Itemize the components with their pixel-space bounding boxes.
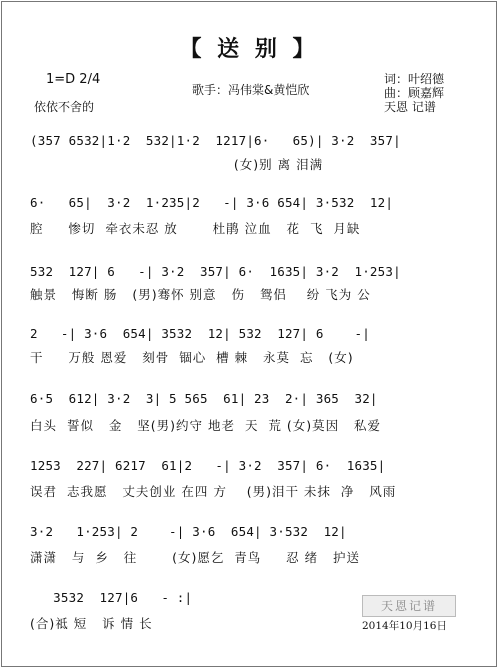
sheet-page	[1, 1, 497, 667]
lyric-row: 潇潇 与 乡 往 (女)愿乞 青鸟 忍 绪 护送	[30, 550, 361, 565]
transcriber-credit: 天恩 记谱	[384, 100, 436, 114]
lyric-row: (女)别 离 泪满	[30, 157, 324, 172]
lyricist-credit: 词：叶绍德	[384, 72, 445, 86]
notation-row: 3·2 1·253| 2 -| 3·6 654| 3·532 12|	[30, 524, 347, 539]
lyric-row: (合)祗 短 诉 情 长	[30, 616, 153, 631]
transcriber-stamp: 天恩记谱	[362, 595, 456, 617]
date-text: 2014年10月16日	[362, 620, 447, 632]
key-signature: 1=D 2/4	[46, 72, 101, 87]
notation-row: 3532 127|6 - :|	[30, 590, 193, 605]
lyric-row: 触景 悔断 肠 (男)骞怀 别意 伤 鸳侣 纷 飞为 公	[30, 287, 371, 302]
notation-row: (357 6532|1·2 532|1·2 1217|6· 65)| 3·2 357|	[30, 133, 401, 148]
composer-credit: 曲：顾嘉辉	[384, 86, 445, 100]
lyric-row: 白头 誓似 金 坚(男)约守 地老 天 荒 (女)莫因 私爱	[30, 418, 382, 433]
notation-row: 532 127| 6 -| 3·2 357| 6· 1635| 3·2 1·253|	[30, 264, 401, 279]
notation-row: 6· 65| 3·2 1·235|2 -| 3·6 654| 3·532 12|	[30, 195, 394, 210]
lyric-row: 误君 志我愿 丈夫创业 在四 方 (男)泪干 未抹 净 风雨	[30, 484, 397, 499]
subtitle: 依依不舍的	[34, 100, 95, 114]
singer-credit: 歌手：冯伟棠&黄恺欣	[192, 83, 310, 97]
notation-row: 2 -| 3·6 654| 3532 12| 532 127| 6 -|	[30, 326, 370, 341]
lyric-row: 腔 惨切 牵衣未忍 放 杜鹃 泣血 花 飞 月缺	[30, 221, 361, 236]
notation-row: 6·5 612| 3·2 3| 5 565 61| 23 2·| 365 32|	[30, 391, 378, 406]
song-title: 【 送 别 】	[179, 37, 319, 62]
lyric-row: 干 万般 恩爱 刻骨 锢心 槽 棘 永莫 忘 (女)	[30, 350, 354, 365]
notation-row: 1253 227| 6217 61|2 -| 3·2 357| 6· 1635|	[30, 458, 386, 473]
